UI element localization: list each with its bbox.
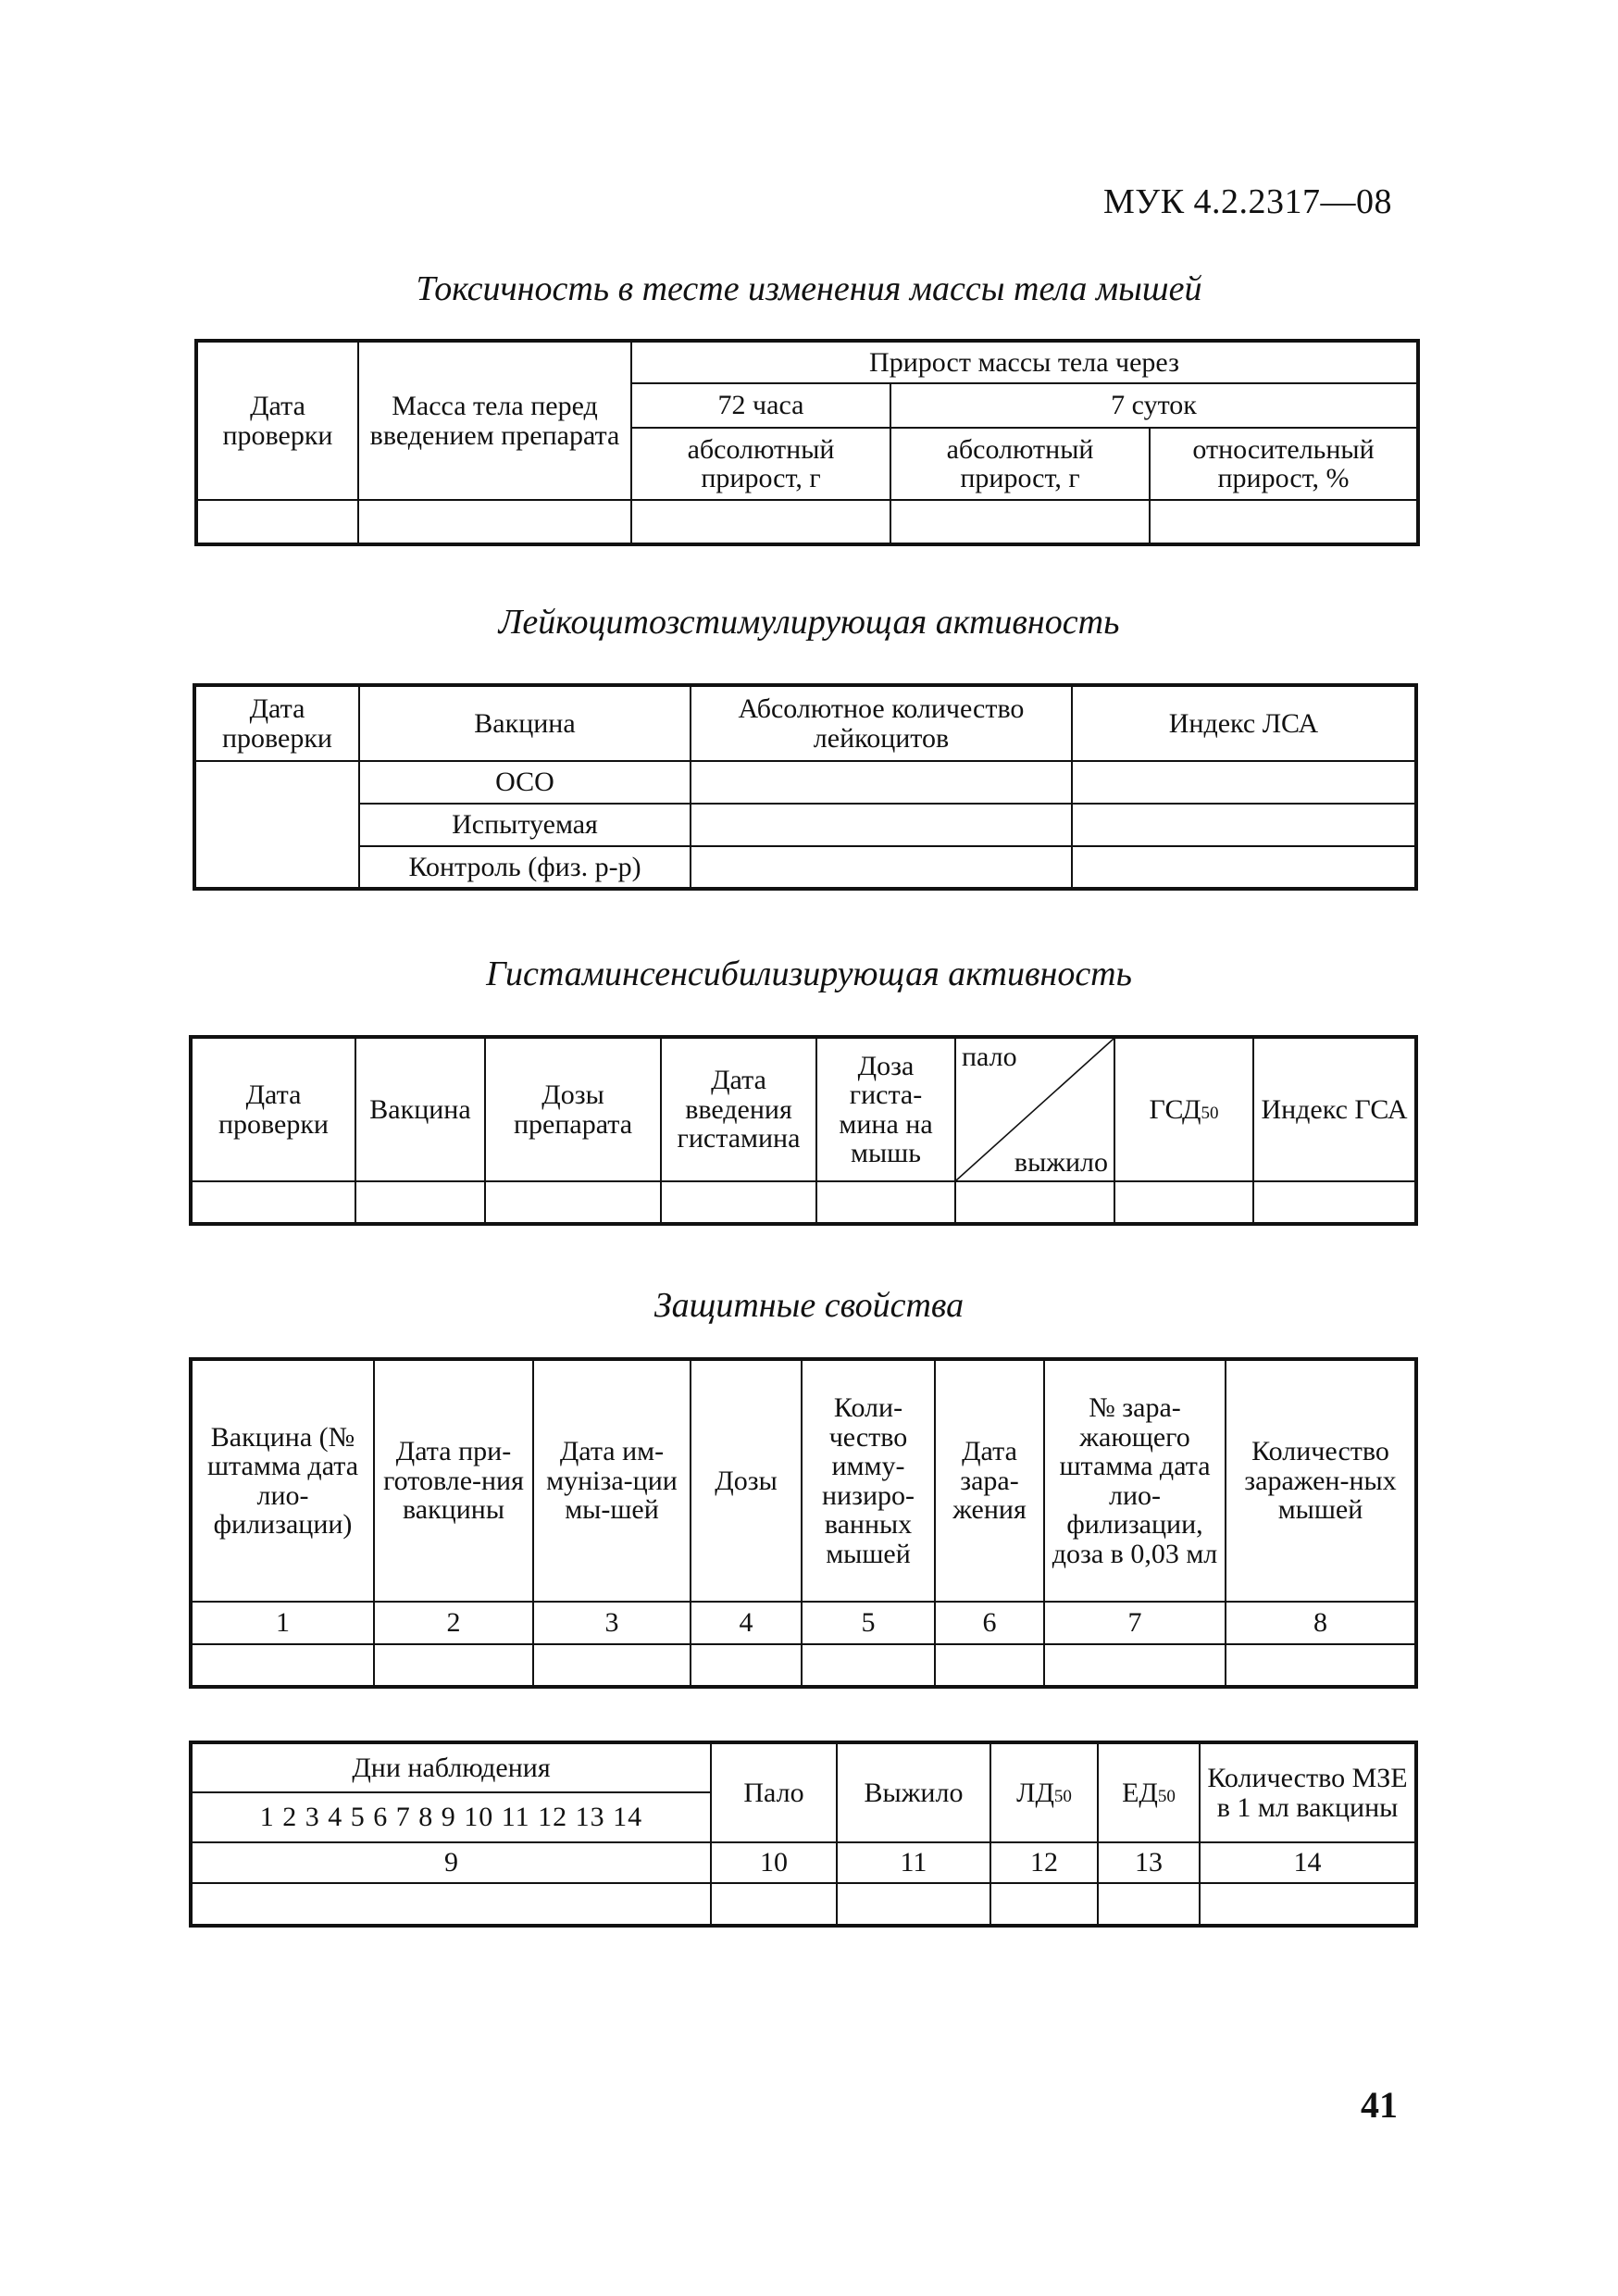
row-label-oso: ОСО — [359, 761, 691, 804]
header-dead-alive-diagonal — [955, 1037, 1114, 1181]
header-doses: Дозы препарата — [485, 1037, 661, 1181]
gsd-main: ГСД — [1149, 1093, 1201, 1125]
empty-cell — [661, 1181, 816, 1224]
header-ld50 — [990, 1742, 1098, 1842]
leuko-title: Лейкоцитозстимулирующая активность — [498, 603, 1120, 642]
empty-cell — [1200, 1883, 1416, 1926]
header-vaccine-prep-date: Дата при-готовле-ния вакцины — [374, 1359, 533, 1602]
column-number: 12 — [990, 1842, 1098, 1883]
column-number: 10 — [711, 1842, 837, 1883]
empty-cell — [837, 1883, 990, 1926]
header-relative-gain: относительный прирост, % — [1150, 428, 1418, 500]
empty-cell — [1072, 761, 1416, 804]
header-gsd50 — [1114, 1037, 1253, 1181]
header-mass-gain: Прирост массы тела через — [631, 341, 1418, 383]
column-number: 9 — [191, 1842, 711, 1883]
column-number: 4 — [691, 1602, 802, 1644]
column-number: 6 — [935, 1602, 1044, 1644]
table-row — [194, 761, 1416, 804]
header-histamine-dose: Доза гиста-мина на мышь — [816, 1037, 955, 1181]
empty-cell — [355, 1181, 485, 1224]
header-vaccine-strain: Вакцина (№ штамма дата лио-филизации) — [191, 1359, 374, 1602]
empty-cell — [935, 1644, 1044, 1687]
empty-cell — [194, 761, 359, 889]
header-dead: Пало — [711, 1742, 837, 1842]
observation-day-numbers: 1 2 3 4 5 6 7 8 9 10 11 12 13 14 — [191, 1792, 711, 1842]
empty-cell — [1226, 1644, 1416, 1687]
empty-cell — [631, 500, 890, 544]
empty-cell — [691, 846, 1072, 889]
column-number: 14 — [1200, 1842, 1416, 1883]
row-label-tested: Испытуемая — [359, 804, 691, 846]
column-number: 5 — [802, 1602, 935, 1644]
document-code: МУК 4.2.2317—08 — [1103, 182, 1393, 221]
ld-main: ЛД — [1016, 1777, 1054, 1808]
empty-cell — [1072, 846, 1416, 889]
header-gsa-index: Индекс ГСА — [1253, 1037, 1416, 1181]
column-number-row — [191, 1602, 1416, 1644]
header-leukocyte-count: Абсолютное количество лейкоцитов — [691, 685, 1072, 761]
empty-cell — [691, 761, 1072, 804]
header-72-hours: 72 часа — [631, 383, 890, 428]
gsd-subscript: 50 — [1201, 1103, 1219, 1123]
header-immunized-count: Коли-чество имму-низиро-ванных мышей — [802, 1359, 935, 1602]
table-row — [191, 1883, 1416, 1926]
empty-cell — [1114, 1181, 1253, 1224]
empty-cell — [374, 1644, 533, 1687]
empty-cell — [1072, 804, 1416, 846]
column-number: 3 — [533, 1602, 691, 1644]
empty-cell — [191, 1644, 374, 1687]
histamine-title: Гистаминсенсибилизирующая активность — [486, 955, 1132, 993]
row-label-control: Контроль (физ. р-р) — [359, 846, 691, 889]
header-vaccine: Вакцина — [359, 685, 691, 761]
protective-title: Защитные свойства — [653, 1286, 965, 1325]
empty-cell — [955, 1181, 1114, 1224]
column-number: 13 — [1098, 1842, 1200, 1883]
header-date: Дата проверки — [196, 341, 358, 500]
empty-cell — [990, 1883, 1098, 1926]
observation-table — [189, 1741, 1418, 1928]
empty-cell — [691, 804, 1072, 846]
header-date: Дата проверки — [191, 1037, 355, 1181]
column-number: 1 — [191, 1602, 374, 1644]
toxicity-title: Токсичность в тесте изменения массы тела мышей — [416, 269, 1202, 308]
header-ed50 — [1098, 1742, 1200, 1842]
empty-cell — [1253, 1181, 1416, 1224]
empty-cell — [802, 1644, 935, 1687]
empty-cell — [890, 500, 1150, 544]
column-number: 11 — [837, 1842, 990, 1883]
ed-main: ЕД — [1122, 1777, 1158, 1808]
table-row — [196, 500, 1418, 544]
header-mze-count: Количество МЗЕ в 1 мл вакцины — [1200, 1742, 1416, 1842]
empty-cell — [816, 1181, 955, 1224]
table-row — [191, 1644, 1416, 1687]
header-absolute-gain-72h: абсолютный прирост, г — [631, 428, 890, 500]
empty-cell — [191, 1181, 355, 1224]
header-histamine-date: Дата введения гистамина — [661, 1037, 816, 1181]
header-7-days: 7 суток — [890, 383, 1418, 428]
diagonal-top-label: пало — [962, 1042, 1017, 1072]
header-observation-days: Дни наблюдения — [191, 1742, 711, 1792]
header-doses: Дозы — [691, 1359, 802, 1602]
column-number: 8 — [1226, 1602, 1416, 1644]
header-mass-before: Масса тела перед введением препарата — [358, 341, 631, 500]
column-number: 2 — [374, 1602, 533, 1644]
header-infected-count: Количество заражен-ных мышей — [1226, 1359, 1416, 1602]
empty-cell — [533, 1644, 691, 1687]
ld-subscript: 50 — [1053, 1786, 1072, 1806]
table-row — [191, 1181, 1416, 1224]
leuko-table — [193, 683, 1418, 891]
empty-cell — [196, 500, 358, 544]
table-row — [194, 804, 1416, 846]
ed-subscript: 50 — [1157, 1786, 1176, 1806]
header-alive: Выжило — [837, 1742, 990, 1842]
column-number-row — [191, 1842, 1416, 1883]
empty-cell — [1098, 1883, 1200, 1926]
empty-cell — [691, 1644, 802, 1687]
header-infection-date: Дата зара-жения — [935, 1359, 1044, 1602]
empty-cell — [358, 500, 631, 544]
toxicity-table — [194, 339, 1420, 546]
header-absolute-gain-7d: абсолютный прирост, г — [890, 428, 1150, 500]
header-date: Дата проверки — [194, 685, 359, 761]
empty-cell — [485, 1181, 661, 1224]
header-lsa-index: Индекс ЛСА — [1072, 685, 1416, 761]
table-row — [194, 846, 1416, 889]
page-number: 41 — [1361, 2084, 1398, 2126]
empty-cell — [191, 1883, 711, 1926]
protective-table — [189, 1357, 1418, 1689]
empty-cell — [711, 1883, 837, 1926]
header-vaccine: Вакцина — [355, 1037, 485, 1181]
empty-cell — [1044, 1644, 1226, 1687]
diagonal-bottom-label: выжило — [1014, 1146, 1108, 1178]
histamine-table — [189, 1035, 1418, 1226]
empty-cell — [1150, 500, 1418, 544]
header-infecting-strain: № зара-жающего штамма дата лио-филизации, доза в 0,03 мл — [1044, 1359, 1226, 1602]
column-number: 7 — [1044, 1602, 1226, 1644]
header-immunization-date: Дата им-мунiза-ции мы-шей — [533, 1359, 691, 1602]
